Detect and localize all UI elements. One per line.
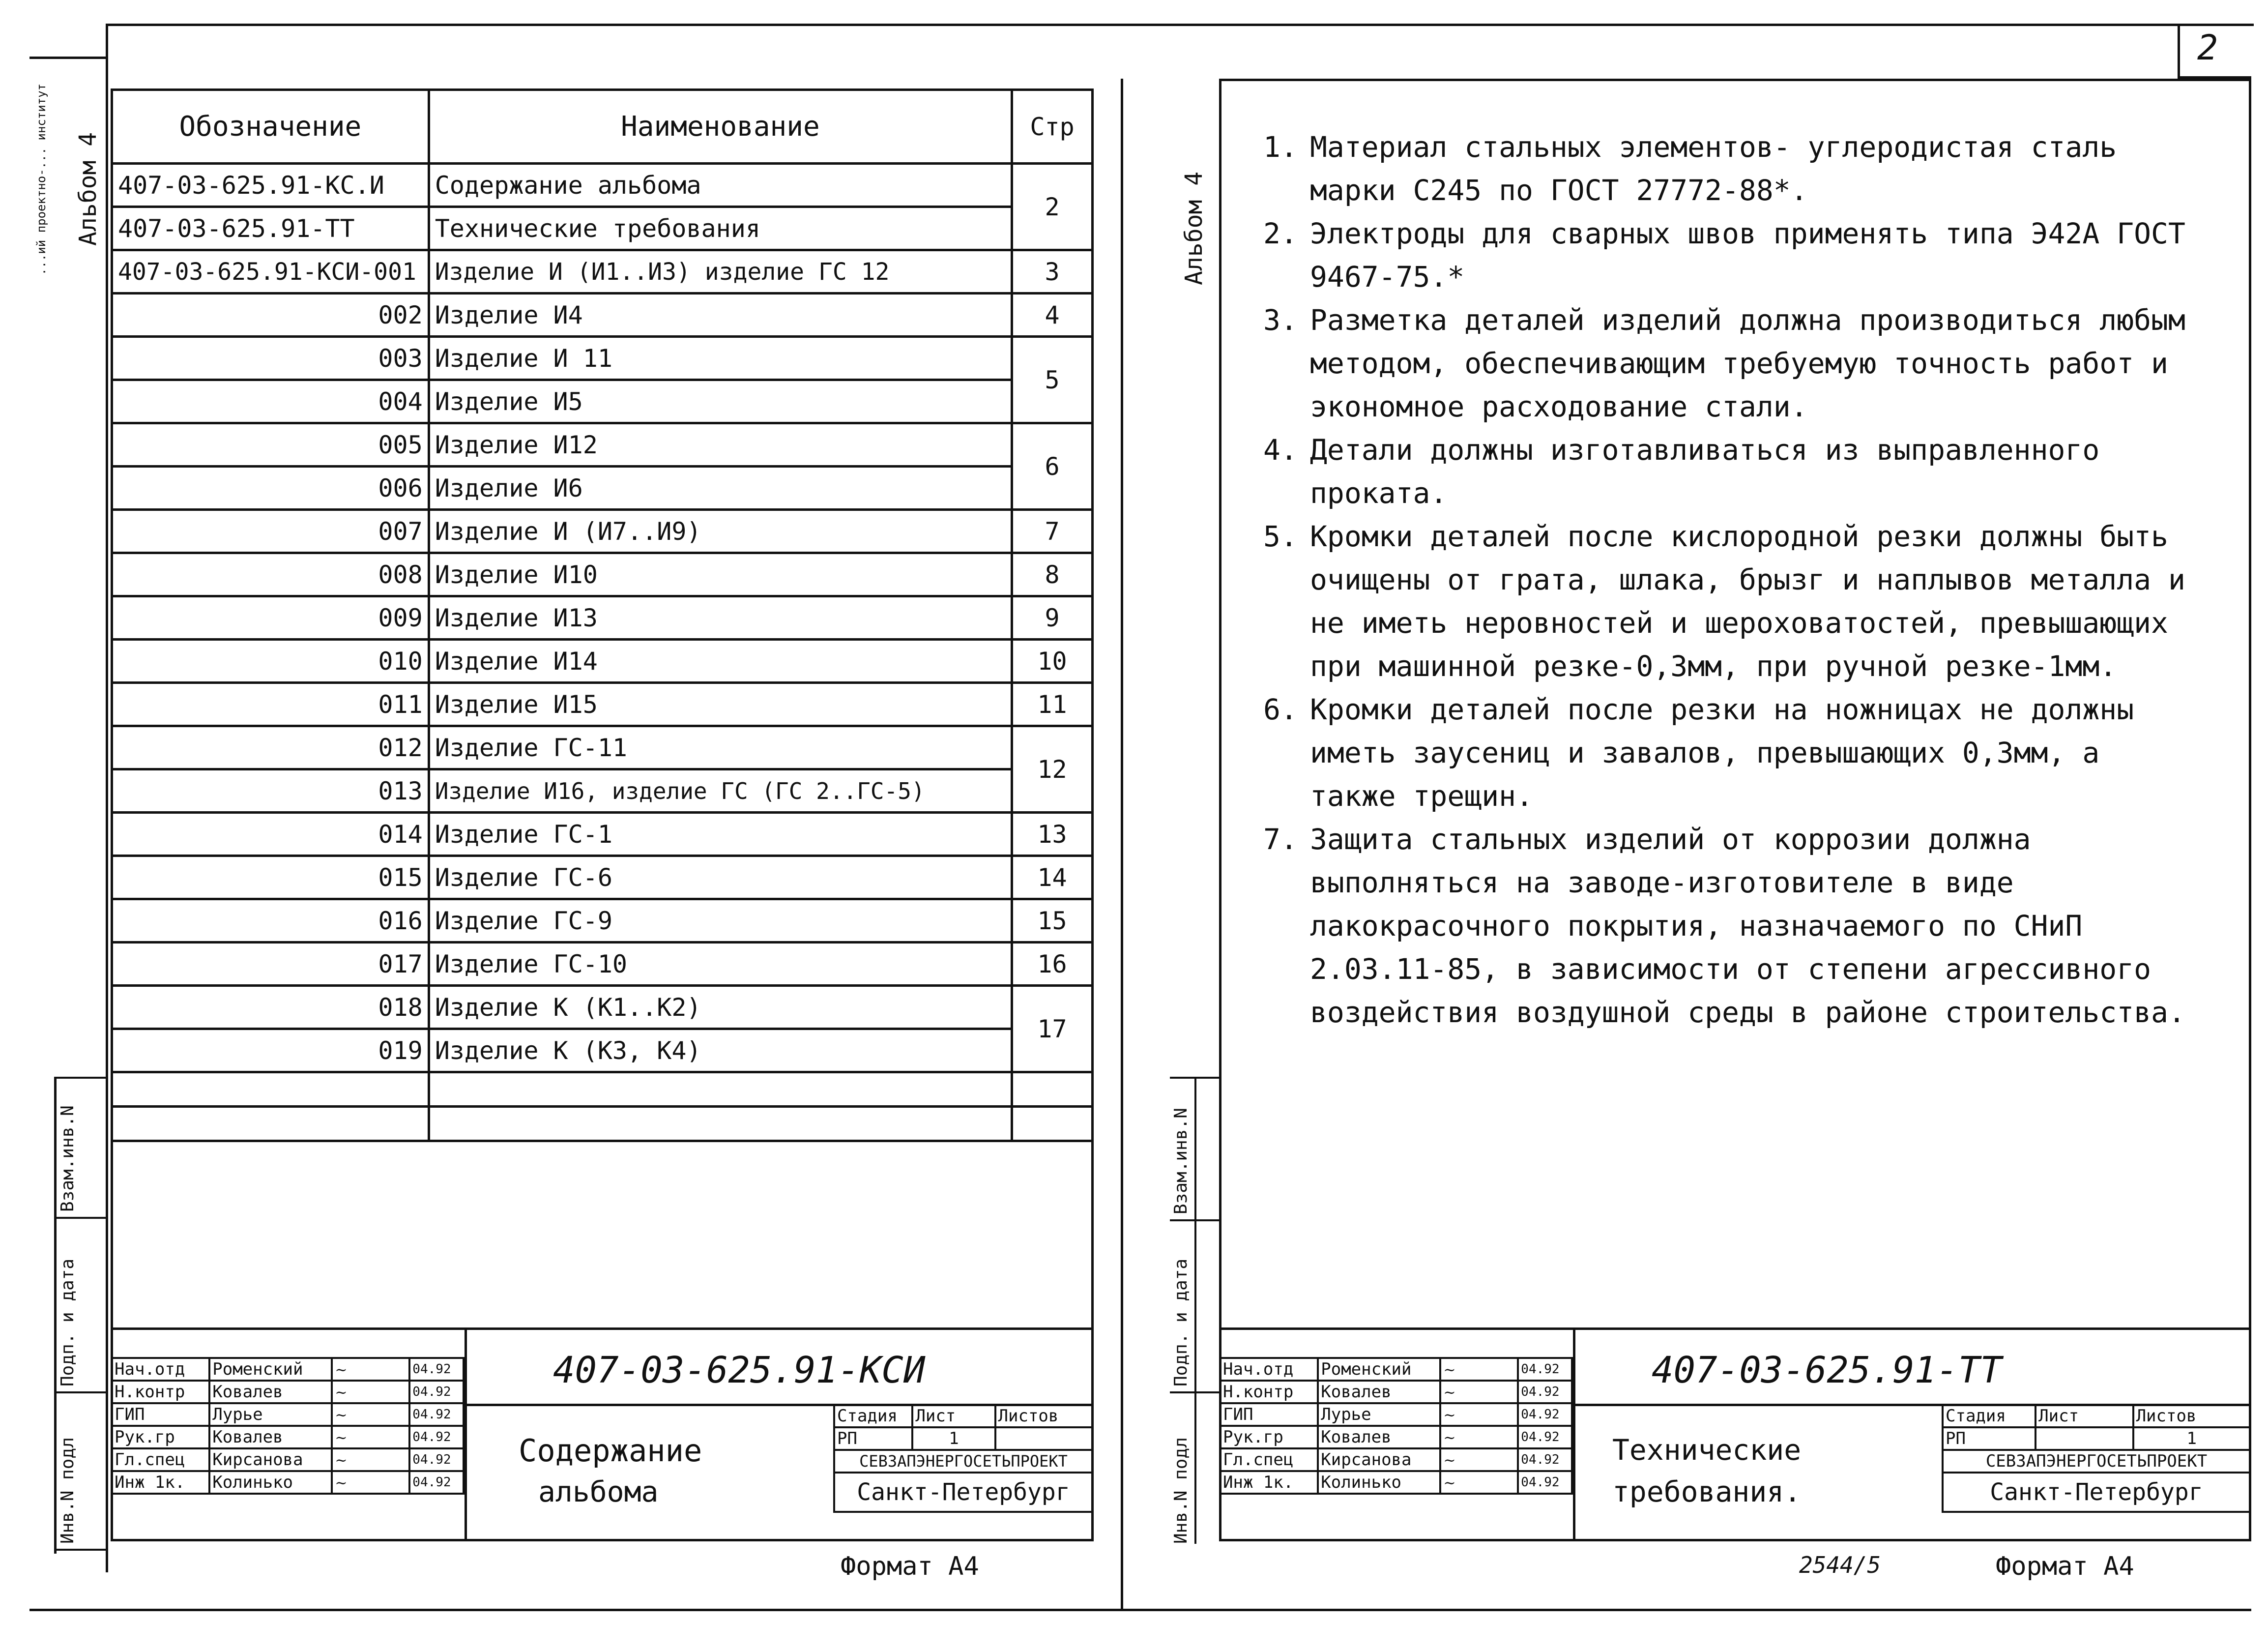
- staff-date: 04.92: [409, 1448, 464, 1471]
- staff-date: 04.92: [409, 1358, 464, 1381]
- technical-notes: [1263, 125, 2197, 1034]
- table-row: [112, 986, 1093, 1029]
- row-page: 9: [1012, 596, 1093, 640]
- staff-name: Ковалев: [1318, 1381, 1440, 1403]
- right-doc-name-1: Технические: [1612, 1433, 1802, 1467]
- staff-row: [112, 1381, 464, 1403]
- left-instead-inv-label: Взам.инв.N: [58, 1105, 78, 1212]
- row-name: Изделие К (К3, К4): [429, 1029, 1012, 1072]
- row-designation: 007: [112, 510, 429, 553]
- sheet-label: Лист: [912, 1405, 995, 1427]
- left-frame-vertical: [106, 24, 108, 1572]
- table-row: [112, 943, 1093, 986]
- note-text: Кромки деталей после резки на ножницах не должны иметь заусениц и завалов, превышающих 0,3мм, а также трещин.: [1310, 693, 2134, 813]
- staff-date: 04.92: [1518, 1381, 1572, 1403]
- staff-role: Рук.гр: [1220, 1426, 1318, 1448]
- table-row: [112, 207, 1093, 250]
- row-page: 7: [1012, 510, 1093, 553]
- left-album-label: Альбом 4: [74, 132, 102, 246]
- row-designation: 004: [112, 380, 429, 423]
- staff-date: 04.92: [1518, 1471, 1572, 1494]
- staff-signature: ~: [332, 1426, 409, 1448]
- stage-header-row: [834, 1405, 1093, 1427]
- note-number: 5.: [1263, 520, 1298, 553]
- row-designation: 407-03-625.91-КС.И: [112, 164, 429, 207]
- staff-role: Н.контр: [1220, 1381, 1318, 1403]
- left-inv-orig-label: Инв.N подл: [58, 1437, 78, 1544]
- contents-header-row: [112, 90, 1093, 164]
- staff-row: [1220, 1381, 1572, 1403]
- table-row: [112, 337, 1093, 380]
- left-strip-sep-4: [54, 1549, 108, 1551]
- org-name: СЕВЗАПЭНЕРГОСЕТЬПРОЕКТ: [1943, 1450, 2250, 1473]
- table-row: [112, 769, 1093, 813]
- left-strip-top: [29, 57, 108, 59]
- row-designation: 017: [112, 943, 429, 986]
- row-designation: 009: [112, 596, 429, 640]
- table-row: [112, 813, 1093, 856]
- left-tb-vert: [465, 1330, 467, 1541]
- note-number: 4.: [1263, 433, 1298, 467]
- right-strip-sep-1: [1170, 1077, 1219, 1079]
- staff-row: [112, 1471, 464, 1494]
- left-institute-label: ...ий проектно-... институт: [34, 83, 48, 275]
- row-name: Изделие И4: [429, 294, 1012, 337]
- right-strip-sep-2: [1170, 1219, 1219, 1221]
- staff-role: Н.контр: [112, 1381, 209, 1403]
- staff-row: [1220, 1426, 1572, 1448]
- header-name: Наименование: [429, 90, 1012, 164]
- note-number: 7.: [1263, 823, 1298, 856]
- org-city: Санкт-Петербург: [834, 1473, 1093, 1512]
- stage-value-row: [834, 1427, 1093, 1450]
- table-row: [112, 164, 1093, 207]
- table-row: [112, 899, 1093, 943]
- staff-role: ГИП: [112, 1403, 209, 1426]
- table-row: [112, 726, 1093, 769]
- org-city: Санкт-Петербург: [1943, 1473, 2250, 1512]
- note-number: 3.: [1263, 303, 1298, 337]
- left-doc-name-2: альбома: [538, 1475, 659, 1508]
- staff-row: [1220, 1358, 1572, 1381]
- sheets-value: [995, 1427, 1093, 1450]
- note-item: [1263, 212, 2197, 298]
- right-strip-line: [1194, 1077, 1196, 1544]
- right-tb-vert: [1573, 1330, 1575, 1541]
- row-name: Изделие И (И1..И3) изделие ГС 12: [429, 250, 1012, 294]
- sheets-value: 1: [2133, 1427, 2250, 1450]
- row-name: Изделие ГС-6: [429, 856, 1012, 899]
- note-text: Разметка деталей изделий должна производиться любым методом, обеспечивающим требуемую точность работ и экономное расходование стали.: [1310, 303, 2185, 423]
- org-row: [1943, 1450, 2250, 1473]
- stage-value-row: [1943, 1427, 2250, 1450]
- staff-row: [1220, 1403, 1572, 1426]
- note-text: Электроды для сварных швов применять типа Э42А ГОСТ 9467-75.*: [1310, 217, 2185, 294]
- staff-date: 04.92: [409, 1426, 464, 1448]
- staff-row: [112, 1426, 464, 1448]
- staff-role: Инж 1к.: [1220, 1471, 1318, 1494]
- row-page: 12: [1012, 726, 1093, 813]
- staff-role: ГИП: [1220, 1403, 1318, 1426]
- staff-row: [112, 1358, 464, 1381]
- row-page: 13: [1012, 813, 1093, 856]
- table-row: [112, 423, 1093, 467]
- note-text: Кромки деталей после кислородной резки должны быть очищены от грата, шлака, брызг и наплывов металла и не иметь неровностей и шероховатостей, превышающих при машинной резке-0,3мм, при ручной резке-1мм.: [1310, 520, 2185, 683]
- city-row: [1943, 1473, 2250, 1512]
- sheet-divider: [1121, 79, 1123, 1610]
- row-designation: 002: [112, 294, 429, 337]
- row-designation: 018: [112, 986, 429, 1029]
- row-name: Изделие И12: [429, 423, 1012, 467]
- staff-signature: ~: [332, 1471, 409, 1494]
- right-doc-code: 407-03-625.91-ТТ: [1652, 1349, 2002, 1391]
- row-designation: 014: [112, 813, 429, 856]
- staff-name: Колинько: [209, 1471, 332, 1494]
- staff-role: Рук.гр: [112, 1426, 209, 1448]
- left-strip-sep-1: [54, 1077, 108, 1079]
- note-item: [1263, 515, 2197, 688]
- right-stage-table: [1942, 1404, 2251, 1513]
- right-sign-date-label: Подп. и дата: [1171, 1258, 1191, 1386]
- row-page: 2: [1012, 164, 1093, 250]
- row-name: Изделие И5: [429, 380, 1012, 423]
- left-strip-line: [54, 1077, 57, 1554]
- right-inv-orig-label: Инв.N подл: [1171, 1437, 1191, 1544]
- row-page: 4: [1012, 294, 1093, 337]
- row-designation: 010: [112, 640, 429, 683]
- staff-signature: ~: [1440, 1358, 1518, 1381]
- org-row: [834, 1450, 1093, 1473]
- left-strip-sep-2: [54, 1217, 108, 1219]
- staff-name: Кирсанова: [1318, 1448, 1440, 1471]
- row-name: Изделие И15: [429, 683, 1012, 726]
- staff-signature: ~: [332, 1448, 409, 1471]
- staff-signature: ~: [332, 1403, 409, 1426]
- staff-date: 04.92: [409, 1403, 464, 1426]
- sheet-value: 1: [912, 1427, 995, 1450]
- row-name: Изделие И16, изделие ГС (ГС 2..ГС-5): [429, 769, 1012, 813]
- staff-role: Нач.отд: [1220, 1358, 1318, 1381]
- right-instead-inv-label: Взам.инв.N: [1171, 1108, 1191, 1214]
- top-border: [106, 24, 2254, 26]
- sheets-label: Листов: [2133, 1405, 2250, 1427]
- staff-name: Кирсанова: [209, 1448, 332, 1471]
- left-staff-table: [111, 1357, 465, 1495]
- bottom-border: [29, 1609, 2251, 1611]
- staff-date: 04.92: [1518, 1448, 1572, 1471]
- sheet-number: 2: [2197, 28, 2218, 68]
- stage-label: Стадия: [834, 1405, 912, 1427]
- row-page: 3: [1012, 250, 1093, 294]
- staff-row: [112, 1403, 464, 1426]
- table-row: [112, 640, 1093, 683]
- staff-signature: ~: [1440, 1381, 1518, 1403]
- right-album-label: Альбом 4: [1180, 171, 1208, 285]
- row-name: Изделие И13: [429, 596, 1012, 640]
- sheet-value: [2035, 1427, 2133, 1450]
- staff-name: Роменский: [209, 1358, 332, 1381]
- row-page: 11: [1012, 683, 1093, 726]
- staff-name: Лурье: [209, 1403, 332, 1426]
- staff-name: Колинько: [1318, 1471, 1440, 1494]
- left-strip-sep-3: [54, 1391, 108, 1393]
- row-name: Изделие И14: [429, 640, 1012, 683]
- staff-row: [1220, 1471, 1572, 1494]
- row-name: Изделие ГС-9: [429, 899, 1012, 943]
- row-page: 10: [1012, 640, 1093, 683]
- stage-label: Стадия: [1943, 1405, 2035, 1427]
- staff-name: Ковалев: [209, 1381, 332, 1403]
- row-designation: 003: [112, 337, 429, 380]
- table-row: [112, 250, 1093, 294]
- note-text: Защита стальных изделий от коррозии должна выполняться на заводе-изготовителе в виде лакокрасочного покрытия, назначаемого по СНиП 2.03.11-85, в зависимости от степени агрессивного воздействия воздушной среды в районе строительства.: [1310, 823, 2185, 1029]
- table-row-empty: [112, 1107, 1093, 1141]
- row-designation: 008: [112, 553, 429, 596]
- row-name: Изделие И (И7..И9): [429, 510, 1012, 553]
- city-row: [834, 1473, 1093, 1512]
- left-sign-date-label: Подп. и дата: [58, 1258, 78, 1386]
- table-row: [112, 1029, 1093, 1072]
- staff-date: 04.92: [1518, 1358, 1572, 1381]
- staff-date: 04.92: [1518, 1426, 1572, 1448]
- note-item: [1263, 688, 2197, 818]
- table-row: [112, 510, 1093, 553]
- staff-name: Лурье: [1318, 1403, 1440, 1426]
- row-name: Технические требования: [429, 207, 1012, 250]
- staff-row: [1220, 1448, 1572, 1471]
- note-text: Материал стальных элементов- углеродистая сталь марки С245 по ГОСТ 27772-88*.: [1310, 130, 2117, 207]
- stage-value: РП: [1943, 1427, 2035, 1450]
- row-page: 5: [1012, 337, 1093, 423]
- left-title-block: [111, 1327, 1094, 1541]
- row-page: 17: [1012, 986, 1093, 1072]
- row-designation: 015: [112, 856, 429, 899]
- staff-role: Инж 1к.: [112, 1471, 209, 1494]
- staff-role: Гл.спец: [1220, 1448, 1318, 1471]
- staff-signature: ~: [1440, 1471, 1518, 1494]
- row-name: Изделие ГС-1: [429, 813, 1012, 856]
- staff-row: [112, 1448, 464, 1471]
- staff-date: 04.92: [409, 1381, 464, 1403]
- right-title-block: [1219, 1327, 2251, 1541]
- staff-role: Гл.спец: [112, 1448, 209, 1471]
- right-staff-table: [1219, 1357, 1573, 1495]
- table-row: [112, 856, 1093, 899]
- staff-signature: ~: [1440, 1448, 1518, 1471]
- org-name: СЕВЗАПЭНЕРГОСЕТЬПРОЕКТ: [834, 1450, 1093, 1473]
- table-row: [112, 380, 1093, 423]
- row-designation: 012: [112, 726, 429, 769]
- staff-signature: ~: [332, 1381, 409, 1403]
- staff-date: 04.92: [1518, 1403, 1572, 1426]
- right-strip-sep-3: [1170, 1391, 1219, 1393]
- row-name: Изделие И 11: [429, 337, 1012, 380]
- stage-header-row: [1943, 1405, 2250, 1427]
- table-row-empty: [112, 1072, 1093, 1107]
- table-row: [112, 294, 1093, 337]
- header-page: Стр: [1012, 90, 1093, 164]
- staff-name: Роменский: [1318, 1358, 1440, 1381]
- row-name: Содержание альбома: [429, 164, 1012, 207]
- row-name: Изделие ГС-11: [429, 726, 1012, 769]
- note-text: Детали должны изготавливаться из выправленного проката.: [1310, 433, 2100, 510]
- note-item: [1263, 818, 2197, 1034]
- note-number: 6.: [1263, 693, 1298, 726]
- table-row: [112, 553, 1093, 596]
- table-row: [112, 683, 1093, 726]
- note-number: 1.: [1263, 130, 1298, 164]
- row-designation: 407-03-625.91-КСИ-001: [112, 250, 429, 294]
- staff-name: Ковалев: [1318, 1426, 1440, 1448]
- left-format-label: Формат А4: [841, 1552, 979, 1581]
- note-item: [1263, 125, 2197, 212]
- sheet-number-box-left: [2178, 24, 2180, 78]
- header-designation: Обозначение: [112, 90, 429, 164]
- row-designation: 013: [112, 769, 429, 813]
- row-name: Изделие И10: [429, 553, 1012, 596]
- staff-date: 04.92: [409, 1471, 464, 1494]
- staff-signature: ~: [1440, 1403, 1518, 1426]
- row-name: Изделие ГС-10: [429, 943, 1012, 986]
- staff-signature: ~: [332, 1358, 409, 1381]
- stage-value: РП: [834, 1427, 912, 1450]
- row-page: 6: [1012, 423, 1093, 510]
- note-number: 2.: [1263, 217, 1298, 250]
- note-item: [1263, 428, 2197, 515]
- row-page: 8: [1012, 553, 1093, 596]
- row-page: 14: [1012, 856, 1093, 899]
- table-row: [112, 596, 1093, 640]
- row-name: Изделие К (К1..К2): [429, 986, 1012, 1029]
- note-item: [1263, 298, 2197, 428]
- staff-name: Ковалев: [209, 1426, 332, 1448]
- contents-table: [111, 88, 1094, 1142]
- left-doc-name-1: Содержание: [519, 1433, 702, 1469]
- row-page: 16: [1012, 943, 1093, 986]
- row-designation: 005: [112, 423, 429, 467]
- row-designation: 011: [112, 683, 429, 726]
- row-designation: 019: [112, 1029, 429, 1072]
- row-designation: 006: [112, 467, 429, 510]
- left-stage-table: [833, 1404, 1094, 1513]
- row-designation: 407-03-625.91-ТТ: [112, 207, 429, 250]
- table-row: [112, 467, 1093, 510]
- row-name: Изделие И6: [429, 467, 1012, 510]
- sheet-label: Лист: [2035, 1405, 2133, 1427]
- left-doc-code: 407-03-625.91-КСИ: [553, 1349, 926, 1391]
- staff-role: Нач.отд: [112, 1358, 209, 1381]
- archive-number: 2544/5: [1799, 1552, 1881, 1578]
- row-designation: 016: [112, 899, 429, 943]
- right-format-label: Формат А4: [1996, 1552, 2134, 1581]
- staff-signature: ~: [1440, 1426, 1518, 1448]
- row-page: 15: [1012, 899, 1093, 943]
- right-doc-name-2: требования.: [1612, 1475, 1802, 1508]
- sheets-label: Листов: [995, 1405, 1093, 1427]
